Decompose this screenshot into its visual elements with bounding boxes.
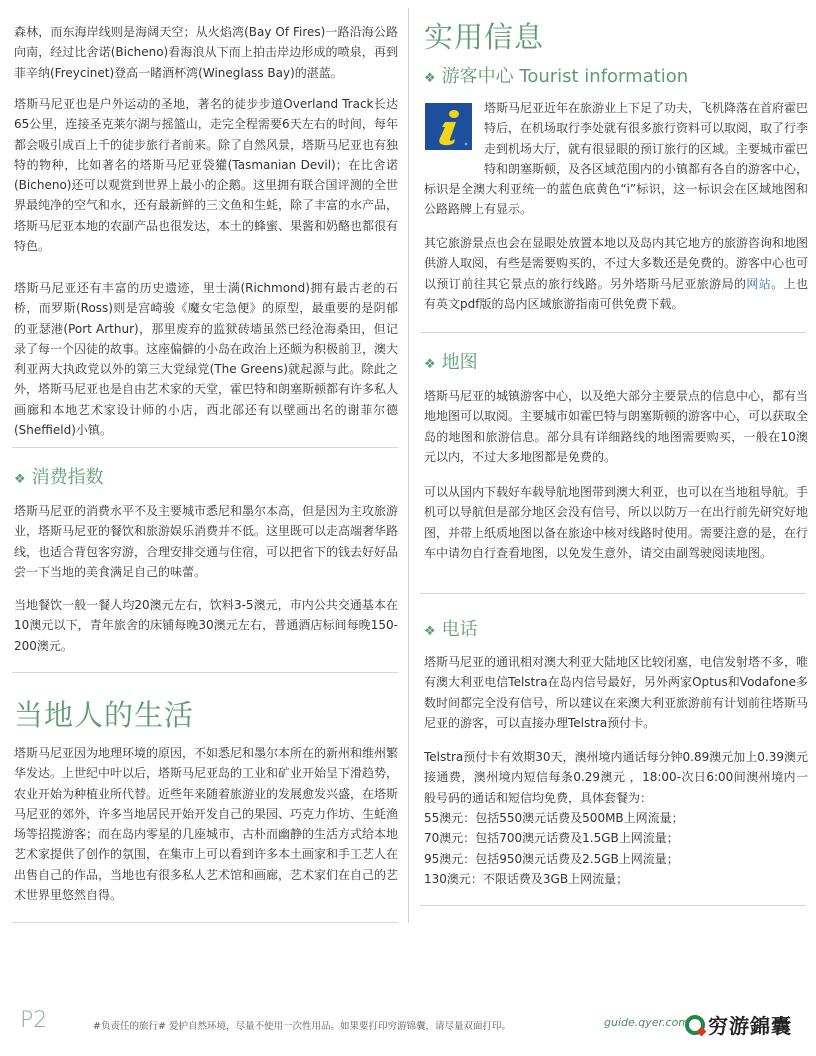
section-heading-practical-info: 实用信息 (424, 20, 545, 54)
telstra-plan-list (424, 808, 808, 889)
paragraph-text: 。上也有英文pdf版的岛内区域旅游指南可供免费下载。 (424, 276, 808, 311)
paragraph-phone: 塔斯马尼亚的通讯相对澳大利亚大陆地区比较闭塞，电信发射塔不多，唯有澳大利亚电信Telstra在岛内信号最好，另外两家Optus和Vodafone多数时间都完全没有信号，所以建议在来澳大利亚旅游前有计划前往塔斯马尼亚的游客，可以直接办理Telstra预付卡。 (424, 655, 809, 730)
paragraph-telstra: Telstra预付卡有效期30天，澳州境内通话每分钟0.89澳元加上0.39澳元接通费，澳州境内短信每条0.29澳元 ，18:00-次日6:00间澳州境内一般号码的通话和短信均免费，具体套餐为： (424, 750, 808, 805)
tourism-website-link[interactable]: 网站 (746, 276, 772, 291)
section-heading-local-life: 当地人的生活 (14, 698, 195, 732)
page-number: P2 (20, 1008, 48, 1033)
section-separator (420, 905, 806, 906)
footer-note: #负责任的旅行# 爱护自然环境，尽量不使用一次性用品。如果要打印穷游锦囊，请尽量双面打印。 (93, 1021, 511, 1032)
section-heading-tourist-info (424, 65, 688, 91)
heading-text: 游客中心 Tourist information (441, 66, 689, 87)
paragraph-prices: 当地餐饮一般一餐人均20澳元左右，饮料3-5澳元，市内公共交通基本在10澳元以下，青年旅舍的床铺每晚30澳元左右，普通酒店标间每晚150-200澳元。 (14, 598, 398, 653)
paragraph-outdoor: 塔斯马尼亚也是户外运动的圣地，著名的徒步步道Overland Track长达65公里，连接圣克莱尔湖与摇篮山，走完全程需要6天左右的时间，每年都会吸引成百上千的徒步旅行者前来。除了自然风景，塔斯马尼亚也有独特的物种，比如著名的塔斯马尼亚袋獾(Tasmanian Devil)；在比舍诺(Bicheno)还可以观赏到世界上最小的企鹅。这里拥有联合国评测的全世界最纯净的空气和水，还有最新鲜的三文鱼和生蚝，除了丰富的水产品，塔斯马尼亚本地的农副产品也很发达，本土的蜂蜜、果酱和奶酪也都很有特色。 (14, 97, 399, 254)
paragraph-text: 其它旅游景点也会在显眼处放置本地以及岛内其它地方的旅游咨询和地图供游人取阅，有些是需要购买的，不过大多数还是免费的。游客中心也可以预订前往其它景点的旅行线路。另外塔斯马尼亚旅游局的 (424, 236, 809, 291)
section-separator (12, 447, 398, 448)
bullet-icon: ❖ (424, 624, 436, 639)
section-heading-phone (424, 618, 478, 644)
section-separator (420, 332, 806, 333)
section-separator (420, 593, 806, 594)
section-separator (12, 672, 398, 673)
section-heading-cost (14, 466, 104, 492)
footer-site-link[interactable]: guide.qyer.com (604, 1016, 690, 1029)
paragraph-text: 塔斯马尼亚近年在旅游业上下足了功夫，飞机降落在首府霍巴特后，在机场取行李处就有很多旅行资料可以取阅，取了行李走到机场大厅，就有很显眼的预订旅行的区域。主要城市霍巴特和朗塞斯顿，及各区域范围内的小镇都有各自的游客中心，标识是全澳大利亚统一的蓝色底黄色“i”标识，这一标识会在区域地图和公路路牌上有显示。 (424, 101, 809, 217)
qyer-logo (685, 1010, 792, 1039)
bullet-icon: ❖ (424, 357, 436, 372)
paragraph-history: 塔斯马尼亚还有丰富的历史遗迹，里士满(Richmond)拥有最古老的石桥，而罗斯(Ross)则是宫崎骏《魔女宅急便》的原型，最重要的是阴郁的亚瑟港(Port Arthur)，那里废弃的监狱砖墙虽然已经沧海桑田，但记录了每一个囚徒的故事。这座偏僻的小岛在政治上还颇为积极前卫，澳大利亚两大执政党以外的第三大党绿党(The Greens)就起源与此。除此之外，塔斯马尼亚也是自由艺术家的天堂，霍巴特和朗塞斯顿都有许多私人画廊和本地艺术家设计师的小店，西北部还有以壁画出名的谢菲尔德(Sheffield)小镇。 (14, 281, 399, 438)
heading-text: 电话 (441, 619, 478, 640)
heading-text: 地图 (441, 352, 478, 373)
paragraph-east-coast: 森林，而东海岸线则是海阔天空；从火焰湾(Bay Of Fires)一路沿海公路向南，经过比舍诺(Bicheno)看海浪从下而上拍击岸边形成的喷泉，再到菲辛纳(Freycinet)登高一睹酒杯湾(Wineglass Bay)的湛蓝。 (14, 25, 398, 80)
section-heading-maps (424, 351, 478, 377)
paragraph-local-life: 塔斯马尼亚因为地理环境的原因，不如悉尼和墨尔本所在的新州和维州繁华发达。上世纪中叶以后，塔斯马尼亚岛的工业和矿业开始呈下滑趋势，农业开始为种植业所代替。近些年来随着旅游业的发展愈发兴盛，在塔斯马尼亚的郊外，许多当地居民开始开发自己的果园、巧克力作坊、生蚝渔场等招揽游客；而在岛内零星的几座城市，古朴而幽静的生活方式给本地艺术家提供了创作的氛围，在集市上可以看到许多本土画家和手工艺人在出售自己的作品，当地也有很多私人艺术馆和画廊，艺术家们在自己的艺术世界里悠然自得。 (14, 746, 399, 903)
icon-spacer (424, 98, 484, 159)
paragraph-cost: 塔斯马尼亚的消费水平不及主要城市悉尼和墨尔本高，但是因为主攻旅游业，塔斯马尼亚的餐饮和旅游娱乐消费并不低。这里既可以走高端奢华路线，也适合背包客穷游，合理安排交通与住宿，可以把省下的钱去好好品尝一下当地的美食满足自己的味蕾。 (14, 504, 399, 579)
bullet-icon: ❖ (14, 472, 26, 487)
paragraph-maps: 塔斯马尼亚的城镇游客中心，以及绝大部分主要景点的信息中心，都有当地地图可以取阅。主要城市如霍巴特与朗塞斯顿的游客中心，可以获取全岛的地图和旅游信息。部分具有详细路线的地图需要购买，一般在10澳元以内，不过大多地图都是免费的。 (424, 389, 809, 464)
paragraph-attractions (424, 233, 808, 314)
heading-text: 消费指数 (31, 467, 104, 488)
plan-item: 130澳元：不限话费及3GB上网流量； (424, 871, 629, 886)
plan-item: 55澳元：包括550澳元话费及500MB上网流量； (424, 811, 684, 825)
column-divider (408, 8, 409, 923)
section-separator (12, 922, 398, 923)
plan-item: 95澳元：包括950澳元话费及2.5GB上网流量； (424, 851, 679, 866)
plan-item: 70澳元：包括700澳元话费及1.5GB上网流量； (424, 831, 679, 846)
paragraph-tourist-center (424, 98, 808, 220)
brand-name: 穷游錦囊 (708, 1014, 792, 1038)
qyer-q-icon (685, 1015, 705, 1035)
paragraph-navigation: 可以从国内下载好车载导航地图带到澳大利亚，也可以在当地租导航。手机可以导航但是部分地区会没有信号，所以以防万一在出行前先研究好地图，并带上纸质地图以备在旅途中核对线路时使用。需要注意的是，在行车中请勿自行查看地图，以免发生意外，请交由副驾驶阅读地图。 (424, 485, 809, 560)
bullet-icon: ❖ (424, 71, 436, 86)
